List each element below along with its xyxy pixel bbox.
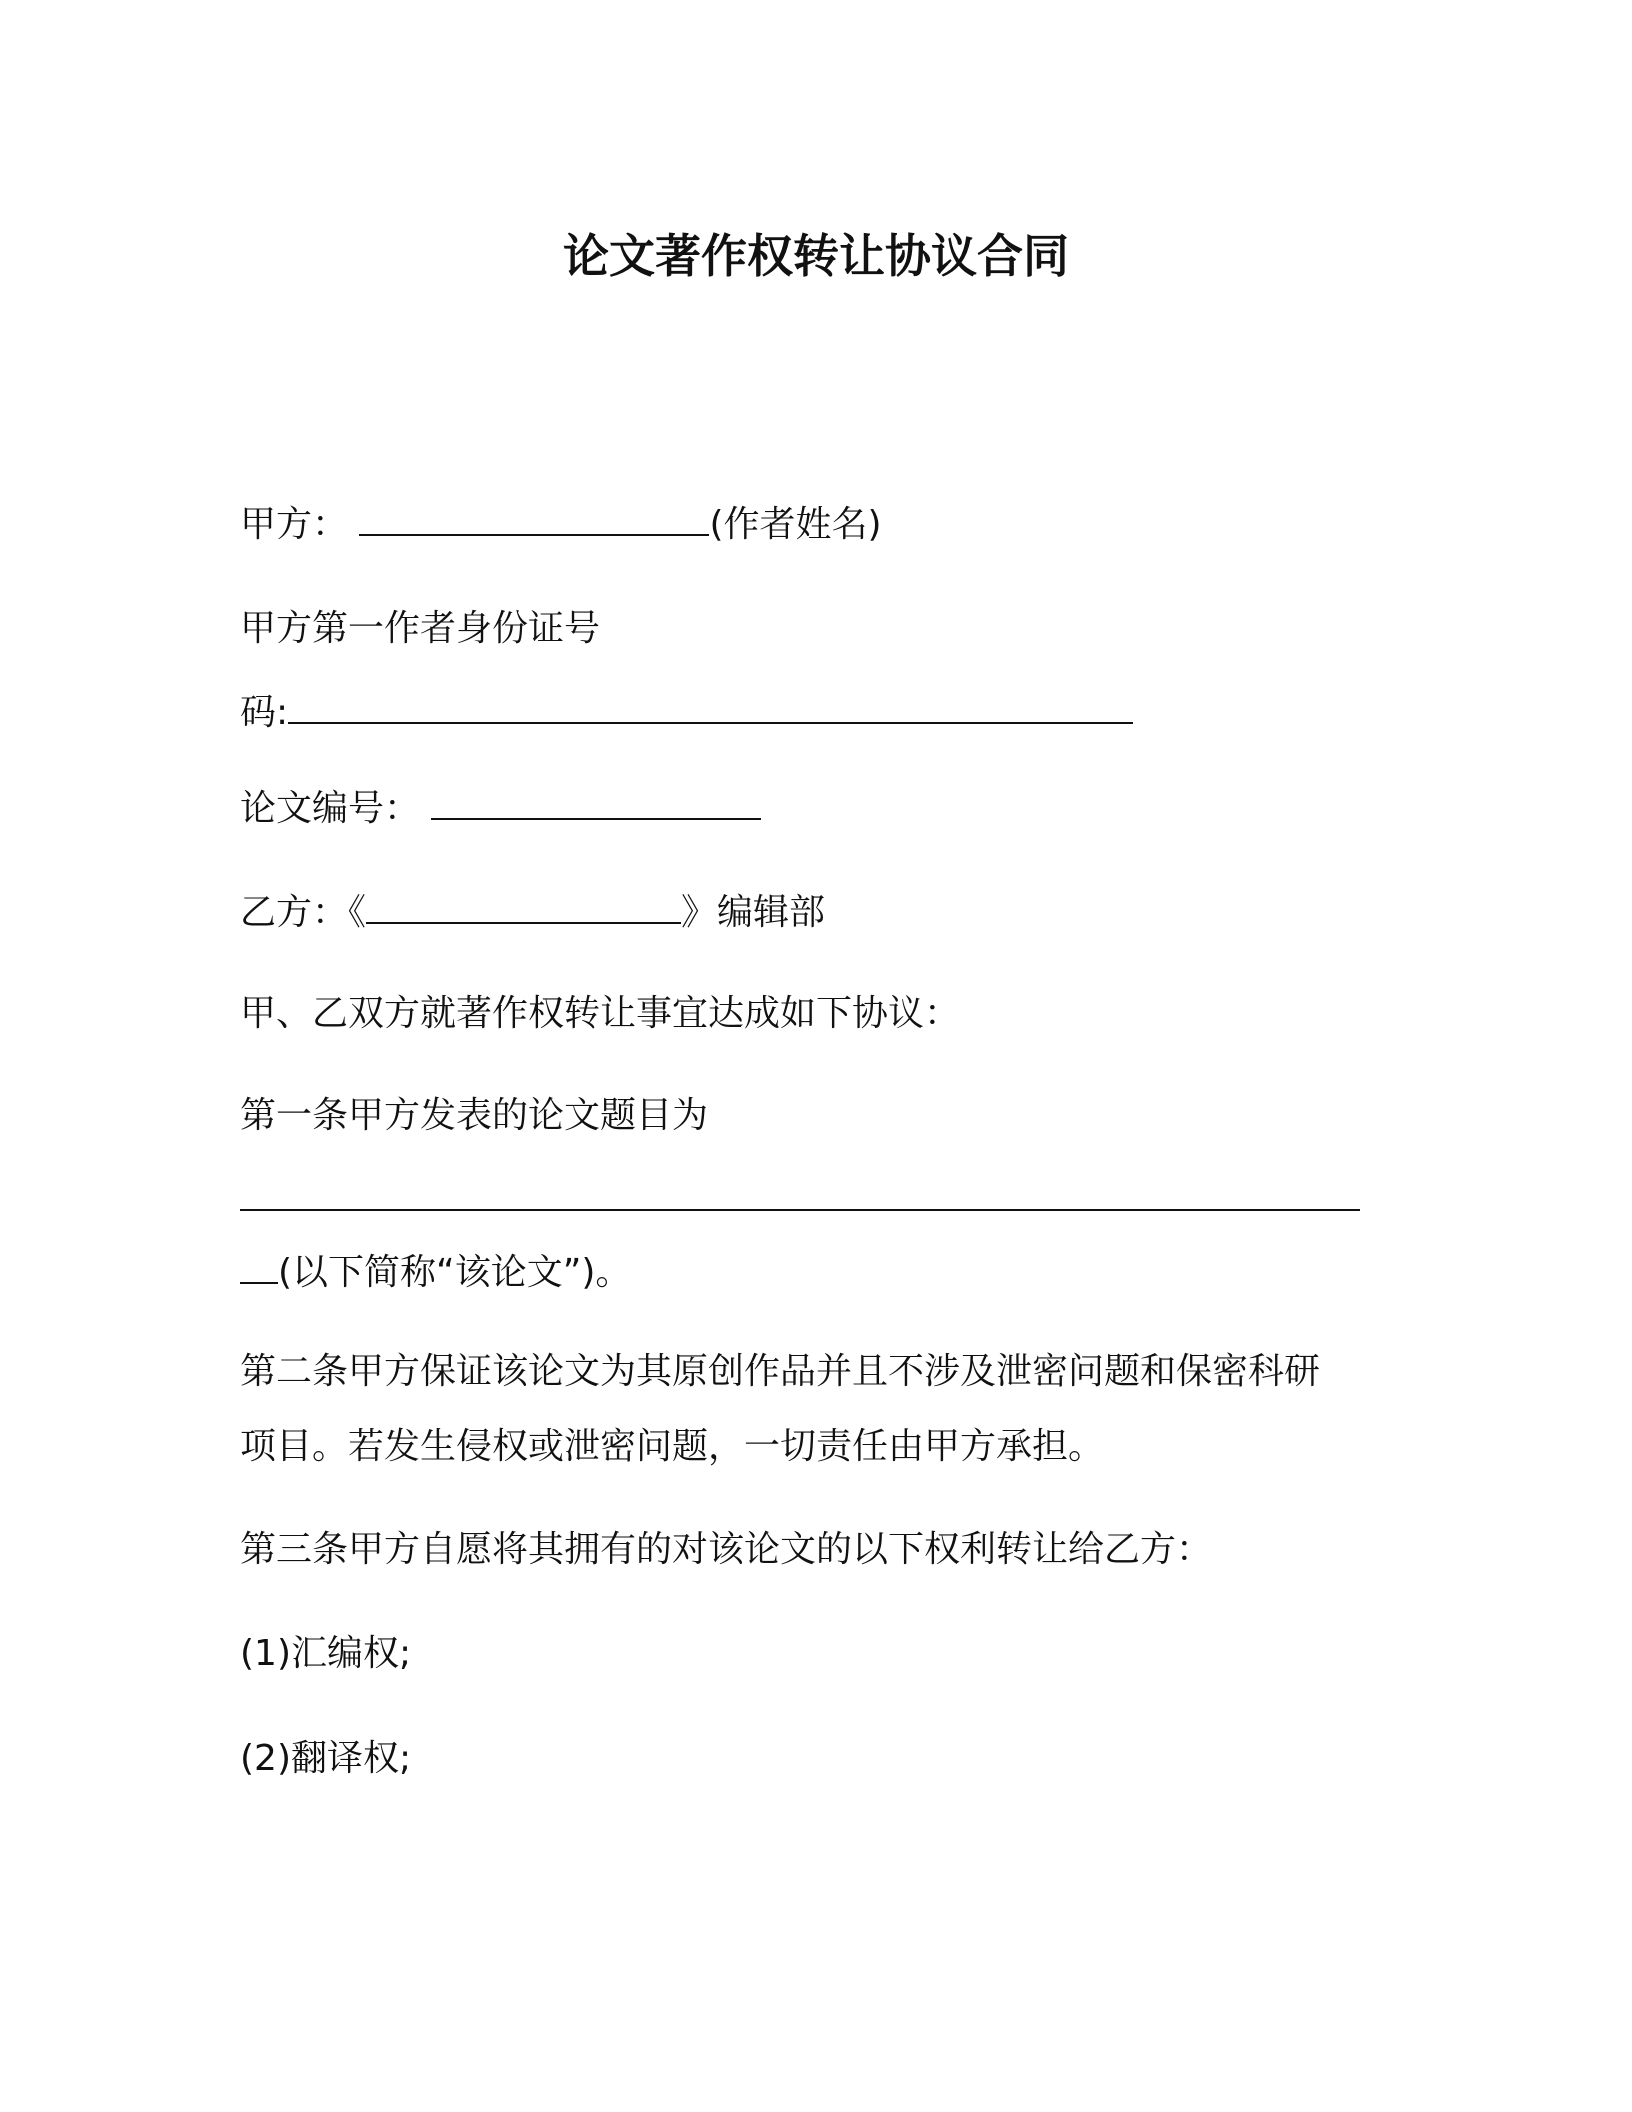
paper-title-blank-cont (240, 1248, 278, 1284)
article-1-line1: 第一条甲方发表的论文题目为 (240, 1095, 709, 1136)
paper-number-blank (431, 784, 761, 820)
party-b-suffix: 》编辑部 (681, 892, 826, 933)
id-label-line2: 码: (240, 692, 289, 733)
paper-title-blank (240, 1175, 1360, 1211)
list-item: (2)翻译权; (240, 1738, 412, 1779)
article-1-suffix: (以下简称“该论文”)。 (278, 1252, 632, 1293)
id-label-line1: 甲方第一作者身份证号 (240, 608, 601, 649)
article-3: 第三条甲方自愿将其拥有的对该论文的以下权利转让给乙方： (240, 1529, 1213, 1570)
party-b-line (240, 888, 825, 937)
id-number-line (240, 688, 1133, 737)
party-a-name-blank (359, 500, 709, 536)
article-2-line1: 第二条甲方保证该论文为其原创作品并且不涉及泄密问题和保密科研 (240, 1351, 1321, 1392)
id-number-blank (288, 688, 1133, 724)
journal-name-blank (366, 888, 681, 924)
paper-number-line (240, 784, 761, 833)
party-b-label: 乙方：《 (240, 892, 367, 933)
paper-number-label: 论文编号： (240, 788, 421, 829)
article-1-line3 (240, 1248, 631, 1297)
party-a-label: 甲方： (240, 504, 349, 545)
article-2-line2: 项目。若发生侵权或泄密问题，一切责任由甲方承担。 (240, 1426, 1105, 1467)
article-1-title-line (240, 1175, 1360, 1224)
party-a-suffix: (作者姓名) (709, 504, 882, 545)
document-title: 论文著作权转让协议合同 (563, 229, 1069, 283)
agreement-intro: 甲、乙双方就著作权转让事宜达成如下协议： (240, 993, 961, 1034)
list-item: (1)汇编权; (240, 1633, 412, 1674)
party-a-line (240, 500, 882, 549)
